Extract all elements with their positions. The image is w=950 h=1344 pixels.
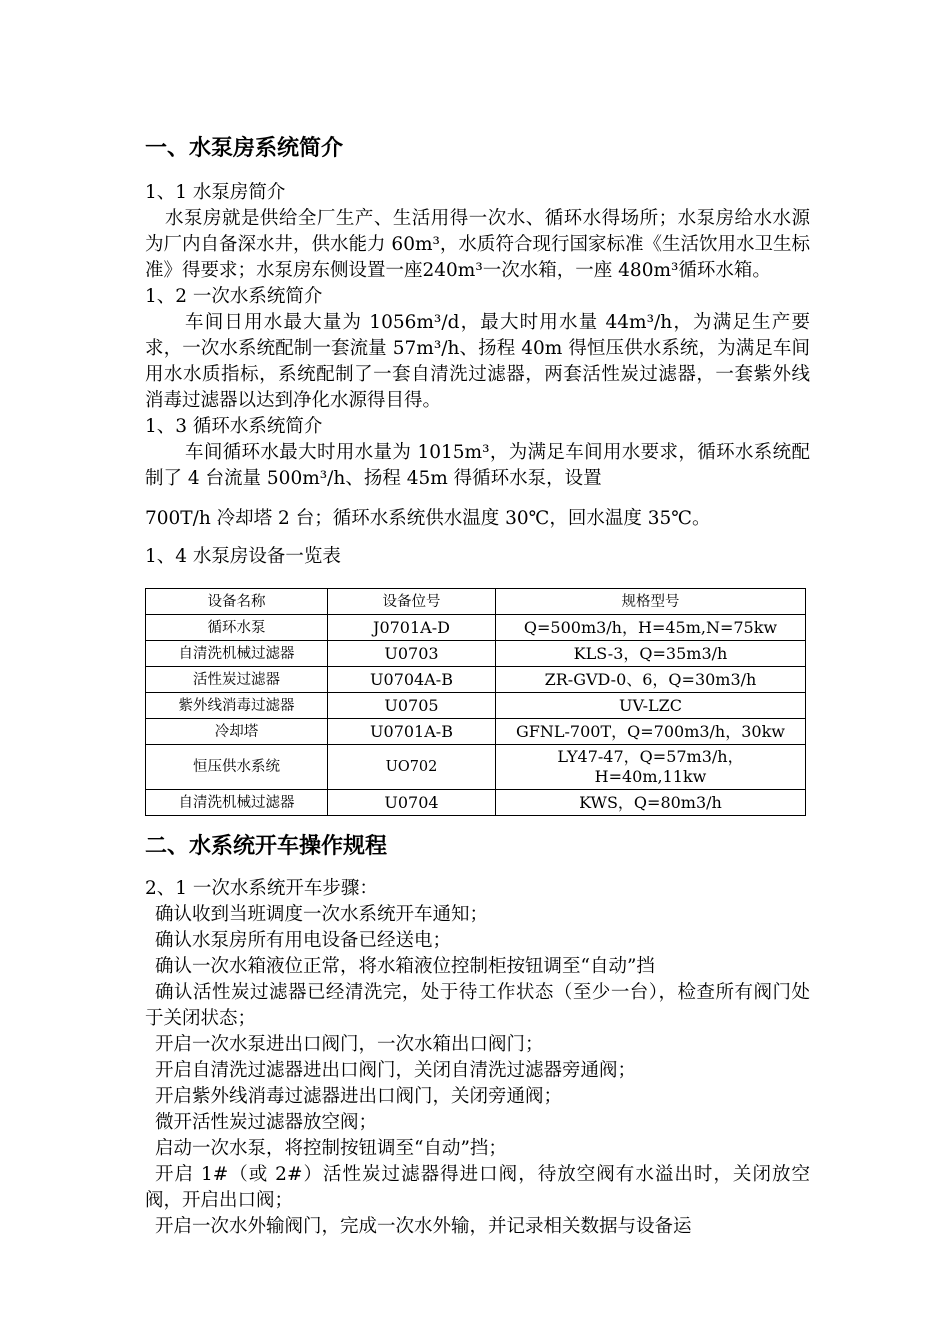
table-cell: Q=500m3/h，H=45m,N=75kw (496, 615, 806, 641)
subsection-1-2-text: 车间日用水最大量为 1056m³/d，最大时用水量 44m³/h，为满足生产要求，一次水系统配制一套流量 57m³/h、扬程 40m 得恒压供水系统，为满足车间用水水质指标，系统配制了一套自清洗过滤器，两套活性炭过滤器，一套紫外线消毒过滤器以达到净化水源得目得。 (145, 312, 810, 411)
table-cell: U0704 (328, 790, 496, 816)
section1-title: 一、水泵房系统简介 (145, 136, 344, 161)
step-item: 确认收到当班调度一次水系统开车通知； (155, 904, 489, 925)
table-cell: 紫外线消毒过滤器 (146, 693, 328, 719)
step-item: 确认活性炭过滤器已经清洗完，处于待工作状态（至少一台），检查所有阀门处于关闭状态； (145, 982, 810, 1029)
table-cell: GFNL-700T，Q=700m3/h，30kw (496, 719, 806, 745)
table-header-cell: 设备名称 (146, 589, 328, 615)
step-item: 启动一次水泵，将控制按钮调至“自动”挡； (155, 1138, 507, 1159)
table-row (146, 745, 806, 790)
step-item: 开启紫外线消毒过滤器进出口阀门，关闭旁通阀； (155, 1086, 563, 1107)
equipment-table (145, 588, 806, 816)
table-cell: U0704A-B (328, 667, 496, 693)
table-cell: 冷却塔 (146, 719, 328, 745)
table-cell: KWS，Q=80m3/h (496, 790, 806, 816)
document-page (145, 128, 810, 1240)
subsection-1-1-heading: 1、1 水泵房简介 (145, 182, 286, 203)
table-cell: 自清洗机械过滤器 (146, 641, 328, 667)
subsection-1-3-text-continued: 700T/h 冷却塔 2 台；循环水系统供水温度 30℃，回水温度 35℃。 (145, 508, 711, 529)
subsection-1-3-heading: 1、3 循环水系统简介 (145, 416, 323, 437)
table-row (146, 790, 806, 816)
table-cell: LY47-47，Q=57m3/h，H=40m,11kw (496, 745, 806, 790)
table-cell: UV-LZC (496, 693, 806, 719)
table-cell: U0701A-B (328, 719, 496, 745)
table-cell: 活性炭过滤器 (146, 667, 328, 693)
table-cell: UO702 (328, 745, 496, 790)
step-item: 微开活性炭过滤器放空阀； (155, 1112, 378, 1133)
table-cell: U0703 (328, 641, 496, 667)
table-cell: 恒压供水系统 (146, 745, 328, 790)
section2-title: 二、水系统开车操作规程 (145, 834, 388, 859)
table-cell: U0705 (328, 693, 496, 719)
subsection-2-1-heading: 2、1 一次水系统开车步骤： (145, 878, 378, 899)
table-cell: ZR-GVD-0、6，Q=30m3/h (496, 667, 806, 693)
table-header-row (146, 589, 806, 615)
table-row (146, 719, 806, 745)
step-item: 开启自清洗过滤器进出口阀门，关闭自清洗过滤器旁通阀； (155, 1060, 637, 1081)
step-item: 确认一次水箱液位正常，将水箱液位控制柜按钮调至“自动”挡 (155, 956, 655, 977)
table-cell: 循环水泵 (146, 615, 328, 641)
step-item: 开启 1#（或 2#）活性炭过滤器得进口阀，待放空阀有水溢出时，关闭放空阀，开启出口阀； (145, 1164, 810, 1211)
subsection-1-3-text: 车间循环水最大时用水量为 1015m³，为满足车间用水要求，循环水系统配制了 4 台流量 500m³/h、扬程 45m 得循环水泵，设置 (145, 442, 810, 489)
step-item: 开启一次水外输阀门，完成一次水外输，并记录相关数据与设备运 (155, 1216, 692, 1237)
subsection-1-1-text: 水泵房就是供给全厂生产、生活用得一次水、循环水得场所；水泵房给水水源为厂内自备深水井，供水能力 60m³，水质符合现行国家标准《生活饮用水卫生标准》得要求；水泵房东侧设置一座240m³一次水箱，一座 480m³循环水箱。 (145, 208, 810, 281)
table-row (146, 693, 806, 719)
table-header-cell: 规格型号 (496, 589, 806, 615)
table-cell: KLS-3，Q=35m3/h (496, 641, 806, 667)
step-item: 开启一次水泵进出口阀门，一次水箱出口阀门； (155, 1034, 544, 1055)
table-cell: 自清洗机械过滤器 (146, 790, 328, 816)
step-item: 确认水泵房所有用电设备已经送电； (155, 930, 452, 951)
subsection-1-4-heading: 1、4 水泵房设备一览表 (145, 546, 341, 567)
table-row (146, 667, 806, 693)
table-header-cell: 设备位号 (328, 589, 496, 615)
table-cell: J0701A-D (328, 615, 496, 641)
table-row (146, 615, 806, 641)
subsection-1-2-heading: 1、2 一次水系统简介 (145, 286, 323, 307)
table-row (146, 641, 806, 667)
